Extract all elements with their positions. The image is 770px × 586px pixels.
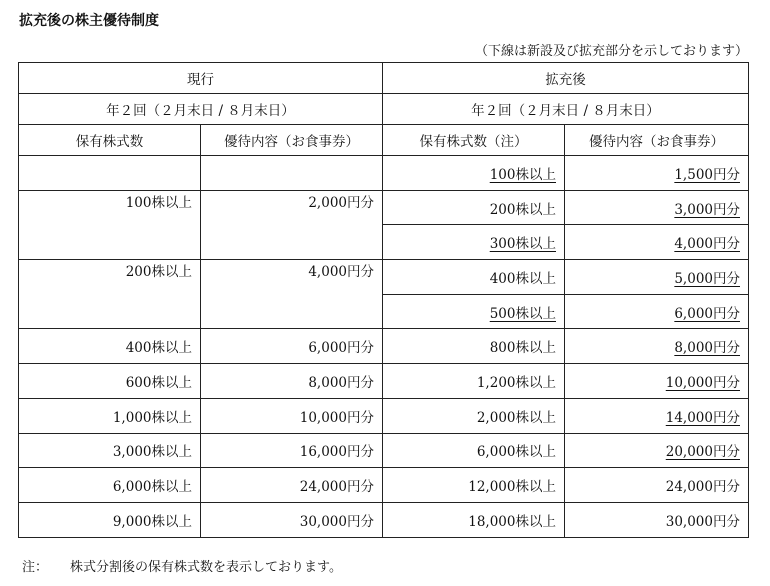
header-expanded: 拡充後	[383, 63, 749, 94]
current-benefit: 8,000円分	[201, 364, 383, 399]
table-header-row	[19, 63, 749, 94]
table-row	[19, 329, 749, 364]
current-benefit: 2,000円分	[201, 190, 383, 259]
table-row	[19, 468, 749, 503]
expanded-benefit: 4,000円分	[674, 236, 740, 253]
current-benefit: 10,000円分	[201, 398, 383, 433]
current-benefit: 24,000円分	[201, 468, 383, 503]
current-empty-cell	[201, 156, 383, 191]
table-row	[19, 190, 749, 225]
table-row	[19, 398, 749, 433]
current-benefit: 4,000円分	[201, 260, 383, 329]
underline-legend: （下線は新設及び拡充部分を示しております）	[474, 44, 748, 59]
expanded-shares: 1,200株以上	[476, 374, 556, 391]
expanded-benefit: 8,000円分	[674, 340, 740, 357]
footnote-label: 注：	[22, 560, 49, 575]
shareholder-benefit-table	[18, 62, 749, 538]
expanded-benefit: 3,000円分	[674, 201, 740, 218]
expanded-benefit: 14,000円分	[665, 409, 740, 426]
expanded-shares: 200株以上	[489, 201, 556, 218]
footnote	[22, 556, 364, 575]
col-header-shares-expanded: 保有株式数（注）	[383, 125, 565, 156]
table-row	[19, 502, 749, 537]
table-column-header-row	[19, 125, 749, 156]
current-shares: 1,000株以上	[19, 398, 201, 433]
current-benefit: 30,000円分	[201, 502, 383, 537]
period-expanded: 年２回（２月末日 / ８月末日）	[383, 94, 749, 125]
current-shares: 200株以上	[19, 260, 201, 329]
current-shares: 9,000株以上	[19, 502, 201, 537]
current-benefit: 6,000円分	[201, 329, 383, 364]
current-empty-cell	[19, 156, 201, 191]
current-shares: 600株以上	[19, 364, 201, 399]
current-shares: 3,000株以上	[19, 433, 201, 468]
current-shares: 400株以上	[19, 329, 201, 364]
col-header-benefit-expanded: 優待内容（お食事券）	[565, 125, 749, 156]
expanded-shares: 6,000株以上	[476, 444, 556, 461]
expanded-benefit: 30,000円分	[665, 513, 740, 530]
expanded-benefit: 24,000円分	[665, 479, 740, 496]
expanded-shares: 800株以上	[489, 340, 556, 357]
document-title: 拡充後の株主優待制度	[19, 13, 159, 29]
expanded-benefit: 6,000円分	[674, 305, 740, 322]
header-current: 現行	[19, 63, 383, 94]
table-row	[19, 156, 749, 191]
expanded-shares: 18,000株以上	[468, 513, 556, 530]
current-benefit: 16,000円分	[201, 433, 383, 468]
expanded-shares: 2,000株以上	[476, 409, 556, 426]
table-row	[19, 260, 749, 295]
col-header-shares-current: 保有株式数	[19, 125, 201, 156]
table-period-row	[19, 94, 749, 125]
expanded-shares: 400株以上	[489, 270, 556, 287]
current-shares: 6,000株以上	[19, 468, 201, 503]
expanded-shares: 500株以上	[489, 305, 556, 322]
table-row	[19, 433, 749, 468]
expanded-shares: 100株以上	[489, 166, 556, 183]
expanded-benefit: 5,000円分	[674, 270, 740, 287]
expanded-benefit: 1,500円分	[674, 166, 740, 183]
current-shares: 100株以上	[19, 190, 201, 259]
table-row	[19, 364, 749, 399]
col-header-benefit-current: 優待内容（お食事券）	[201, 125, 383, 156]
period-current: 年２回（２月末日 / ８月末日）	[19, 94, 383, 125]
footnote-text: 株式分割後の保有株式数を表示しております。	[70, 560, 342, 575]
expanded-benefit: 20,000円分	[665, 444, 740, 461]
expanded-shares: 12,000株以上	[468, 479, 556, 496]
expanded-benefit: 10,000円分	[665, 374, 740, 391]
expanded-shares: 300株以上	[489, 236, 556, 253]
